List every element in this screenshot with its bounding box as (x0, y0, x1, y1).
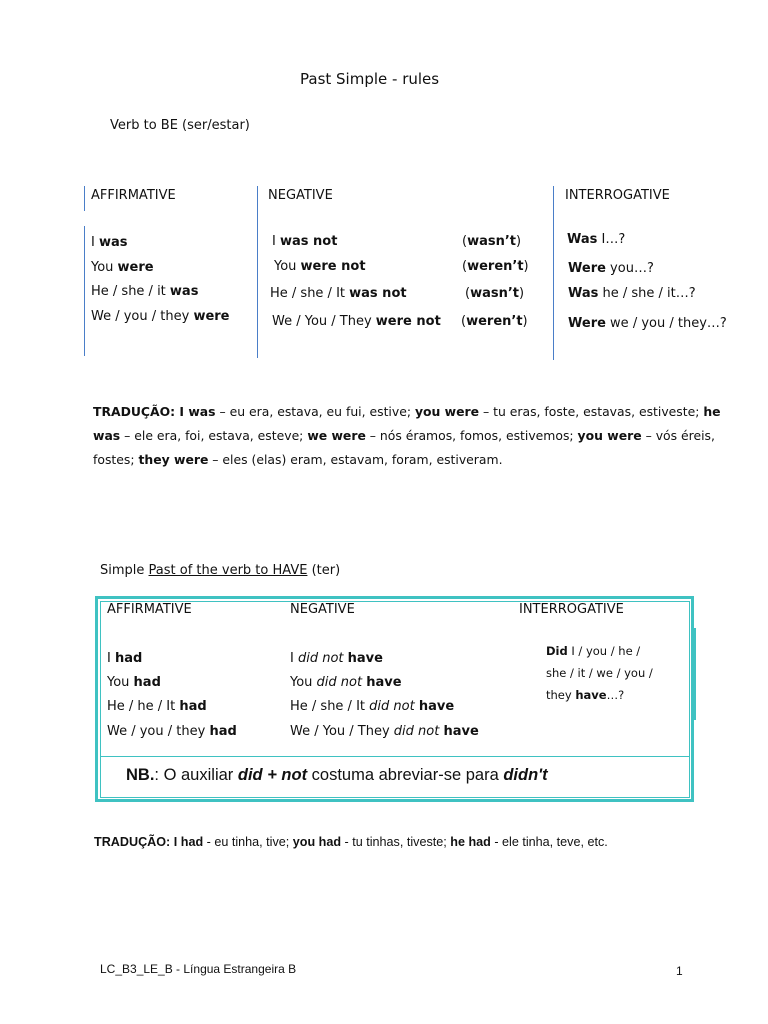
be-affirmative-row: I was (91, 235, 128, 250)
be-interrogative-row: Was he / she / it…? (568, 286, 696, 301)
be-interrogative-row: Were we / you / they…? (568, 316, 727, 331)
header-affirmative: AFFIRMATIVE (107, 602, 192, 617)
have-negative-row: I did not have (290, 651, 383, 666)
header-interrogative: INTERROGATIVE (519, 602, 624, 617)
header-affirmative: AFFIRMATIVE (91, 188, 176, 203)
have-table-divider (100, 756, 690, 757)
page-number: 1 (676, 964, 683, 978)
be-negative-contraction: (wasn’t) (462, 234, 522, 249)
be-interrogative-row: Was I…? (567, 232, 626, 247)
be-negative-row: You were not (274, 259, 366, 274)
be-negative-row: I was not (272, 234, 338, 249)
have-negative-row: He / she / It did not have (290, 699, 455, 714)
footer-text: LC_B3_LE_B - Língua Estrangeira B (100, 962, 297, 976)
have-interrogative-line: they have…? (546, 688, 625, 702)
have-table-edge (693, 628, 696, 720)
header-interrogative: INTERROGATIVE (565, 188, 670, 203)
have-negative-row: We / You / They did not have (290, 724, 479, 739)
be-negative-contraction: (weren’t) (461, 314, 528, 329)
have-translation: TRADUÇÃO: I had - eu tinha, tive; you had - tu tinhas, tiveste; he had - ele tinha, teve, etc. (94, 835, 608, 849)
page-title: Past Simple - rules (300, 70, 440, 88)
be-negative-contraction: (wasn’t) (465, 286, 525, 301)
table-divider (84, 226, 85, 356)
nb-note: NB.: O auxiliar did + not costuma abreviar-se para didn't (126, 766, 548, 784)
table-divider (84, 186, 85, 211)
be-affirmative-row: He / she / it was (91, 284, 199, 299)
table-divider (553, 186, 554, 360)
have-interrogative-line: she / it / we / you / (546, 666, 653, 680)
table-divider (257, 186, 258, 358)
be-negative-row: He / she / It was not (270, 286, 407, 301)
have-affirmative-row: He / he / It had (107, 699, 207, 714)
have-affirmative-row: You had (107, 675, 161, 690)
header-negative: NEGATIVE (290, 602, 355, 617)
have-affirmative-row: I had (107, 651, 143, 666)
have-interrogative-line: Did I / you / he / (546, 644, 641, 658)
be-negative-contraction: (weren’t) (462, 259, 529, 274)
header-negative: NEGATIVE (268, 188, 333, 203)
have-affirmative-row: We / you / they had (107, 724, 237, 739)
be-section-heading: Verb to BE (ser/estar) (110, 118, 250, 133)
have-negative-row: You did not have (290, 675, 402, 690)
be-interrogative-row: Were you…? (568, 261, 654, 276)
be-affirmative-row: We / you / they were (91, 309, 230, 324)
be-translation: TRADUÇÃO: I was – eu era, estava, eu fui, estive; you were – tu eras, foste, estavas, estiveste; he was – ele era, foi, estava, esteve; we were – nós éramos, fomos, estivemos; you were – vós éreis, fostes; they were – eles (elas) eram, estavam, foram, estiveram. (93, 404, 721, 467)
be-negative-row: We / You / They were not (272, 314, 441, 329)
be-affirmative-row: You were (91, 260, 154, 275)
have-section-heading: Simple Past of the verb to HAVE (ter) (100, 563, 341, 578)
